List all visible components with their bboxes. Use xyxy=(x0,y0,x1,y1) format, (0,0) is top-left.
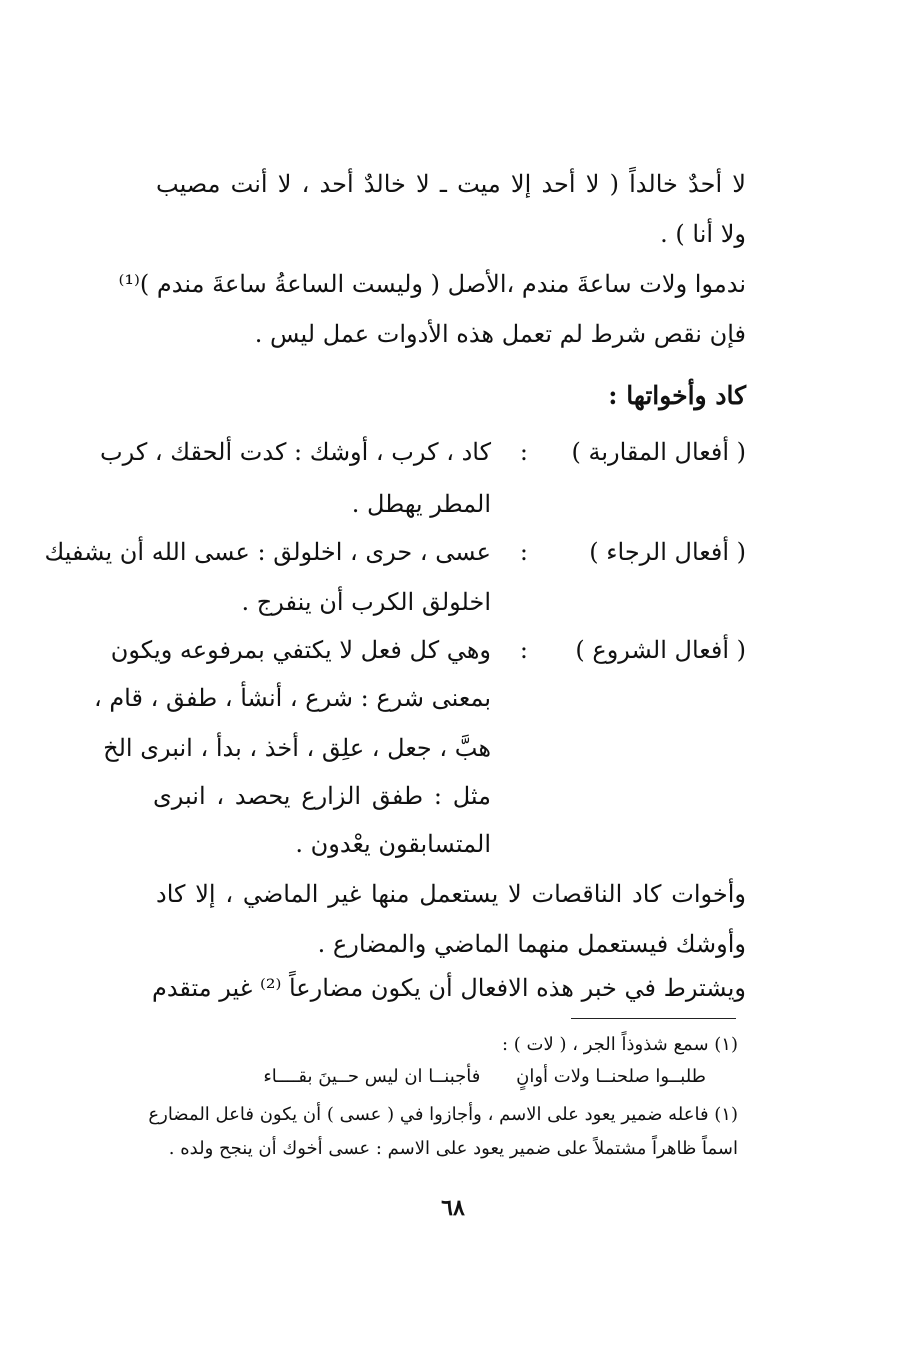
term-colon-1: : xyxy=(519,438,528,466)
page-number: ٦٨ xyxy=(441,1195,465,1221)
body-line-5: وأخوات كاد الناقصات لا يستعمل منها غير الماضي ، إلا كاد xyxy=(156,880,746,908)
footnote-2-line-1: (١) فاعله ضمير يعود على الاسم ، وأجازوا في ( عسى ) أن يكون فاعل المضارع xyxy=(148,1104,738,1125)
def-shuru-line-5: المتسابقون يعْدون . xyxy=(295,830,491,858)
body-line-1: لا أحدٌ خالداً ( لا أحد إلا ميت ـ لا خالدٌ أحد ، لا أنت مصيب xyxy=(156,170,746,198)
def-raja-line-1: عسى ، حرى ، اخلولق : عسى الله أن يشفيك xyxy=(44,538,491,566)
def-muqaraba-line-2: المطر يهطل . xyxy=(351,490,491,518)
body-line-6: وأوشك فيستعمل منهما الماضي والمضارع . xyxy=(317,930,746,958)
footnote-separator xyxy=(571,1018,736,1019)
verse-second-hemistich: فأجبنــا ان ليس حــينَ بقــــاء xyxy=(263,1066,481,1087)
footnote-1-intro: (١) سمع شذوذاً الجر ، ( لات ) : xyxy=(502,1034,738,1055)
def-shuru-line-3: هبَّ ، جعل ، علِق ، أخذ ، بدأ ، انبرى الخ xyxy=(103,734,491,762)
verse-first-hemistich: طلبــوا صلحنــا ولات أوانٍ xyxy=(516,1066,706,1087)
term-colon-3: : xyxy=(519,636,528,664)
section-heading: كاد وأخواتها : xyxy=(608,381,746,410)
footnote-1-verse xyxy=(166,1064,706,1090)
footnote-2-line-2: اسماً ظاهراً مشتملاً على ضمير يعود على الاسم : عسى أخوك أن ينجح ولده . xyxy=(168,1138,738,1159)
term-shuru: ( أفعال الشروع ) xyxy=(575,636,746,664)
body-line-4: فإن نقص شرط لم تعمل هذه الأدوات عمل ليس . xyxy=(254,320,746,348)
term-raja: ( أفعال الرجاء ) xyxy=(589,538,746,566)
def-muqaraba-line-1: كاد ، كرب ، أوشك : كدت ألحقك ، كرب xyxy=(100,438,491,466)
term-colon-2: : xyxy=(519,538,528,566)
body-line-3: ندموا ولات ساعةَ مندم ،الأصل ( وليست الساعةُ ساعةَ مندم )⁽¹⁾ xyxy=(118,270,746,298)
def-shuru-line-4: مثل : طفق الزارع يحصد ، انبرى xyxy=(153,782,491,810)
def-raja-line-2: اخلولق الكرب أن ينفرج . xyxy=(241,588,491,616)
def-shuru-line-1: وهي كل فعل لا يكتفي بمرفوعه ويكون xyxy=(110,636,491,664)
body-line-7: ويشترط في خبر هذه الافعال أن يكون مضارعاً ⁽²⁾ غير متقدم xyxy=(151,974,746,1002)
term-muqaraba: ( أفعال المقاربة ) xyxy=(571,438,746,466)
body-line-2: ولا أنا ) . xyxy=(660,220,746,248)
def-shuru-line-2: بمعنى شرع : شرع ، أنشأ ، طفق ، قام ، xyxy=(93,684,491,712)
